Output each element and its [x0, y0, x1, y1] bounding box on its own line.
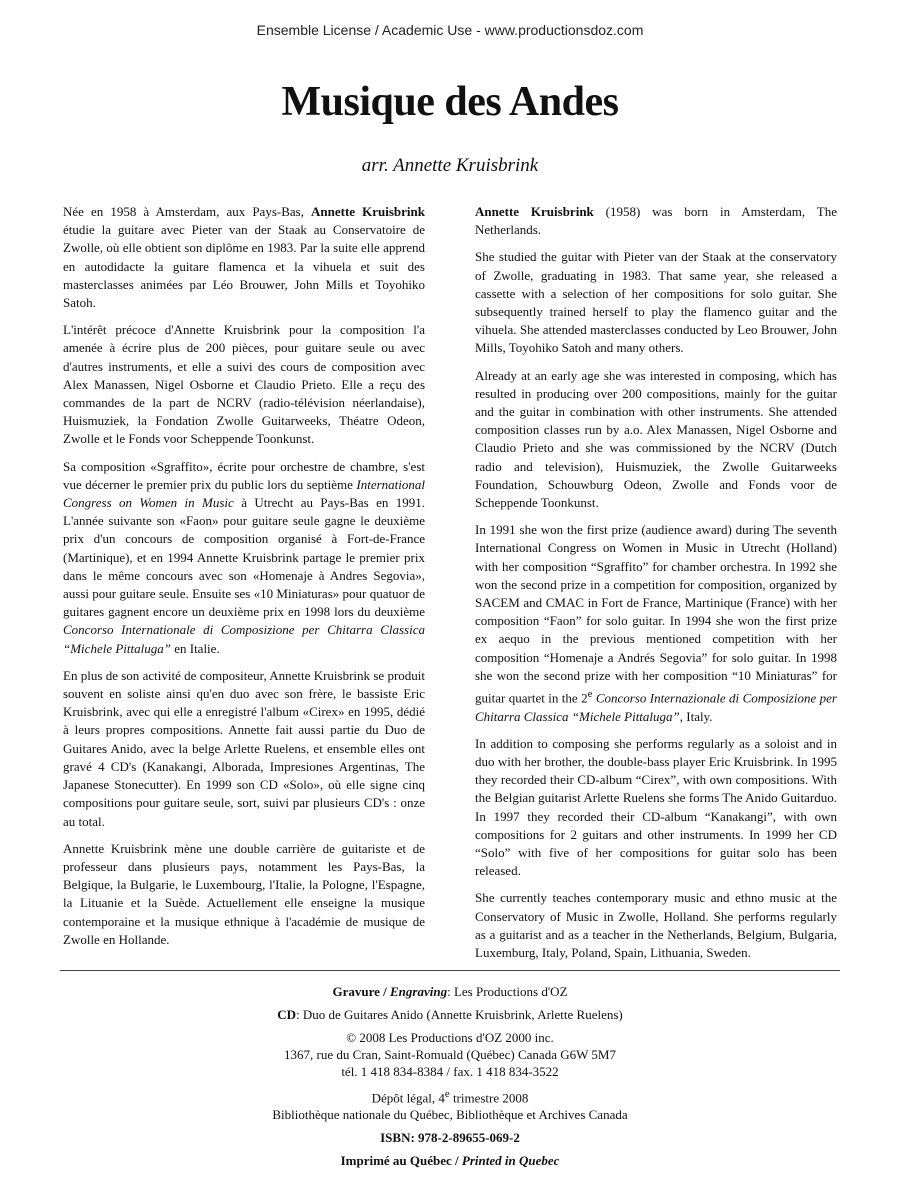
english-biography	[475, 203, 837, 971]
page-title: Musique des Andes	[281, 79, 619, 125]
cd-credit: CD: Duo de Guitares Anido (Annette Kruisbrink, Arlette Ruelens)	[277, 1007, 623, 1022]
french-paragraph-4: En plus de son activité de compositeur, Annette Kruisbrink se produit souvent en soliste ainsi qu'en duo avec son frère, le bassiste Eric Kruisbrink, avec qui elle a enregistré l'album «Cirex» en 1995, dédié à leurs propres compositions. Annette fait aussi partie du Duo de Guitares Anido, avec la belge Arlette Ruelens, et ensemble elles ont gravé 4 CD's (Kanakangi, Alborada, Impresiones Argentinas, The Japanese Stonecutter). En 1999 son CD «Solo», où elle signe cinq compositions pour guitare seule, sort, suivi par plusieurs CD's : onze au total.	[63, 667, 425, 829]
legal-deposit: Dépôt légal, 4e trimestre 2008 Bibliothèque nationale du Québec, Bibliothèque et Archives Canada	[0, 1086, 900, 1123]
colophon	[0, 983, 900, 1175]
french-paragraph-1: Née en 1958 à Amsterdam, aux Pays-Bas, Annette Kruisbrink étudie la guitare avec Pieter van der Staak au Conservatoire de Zwolle, où elle obtient son diplôme en 1983. Par la suite elle apprend en autodidacte la guitare flamenca et la vihuela et suit des masterclasses animées par Léo Brouwer, John Mills et Toyohiko Satoh.	[63, 204, 425, 311]
english-paragraph-3: Already at an early age she was interested in composing, which has resulted in producing over 200 compositions, mainly for the guitar and the guitar in combination with other instruments. She attended composition classes run by a.o. Alex Manassen, Nigel Osborne and Claudio Prieto and she was commissioned by the NCRV (Dutch radio and television), Huismuziek, the Zwolle Guitarweeks Foundation, Schouwburg Odeon, Zwolle and Fonds voor de Scheppende Toonkunst.	[475, 367, 837, 511]
printed-in: Imprimé au Québec / Printed in Quebec	[340, 1153, 560, 1169]
composer-name: Annette Kruisbrink	[475, 204, 594, 219]
arranger-credit: arr. Annette Kruisbrink	[361, 155, 539, 176]
library-line: Bibliothèque nationale du Québec, Bibliothèque et Archives Canada	[272, 1107, 628, 1123]
divider	[60, 970, 840, 971]
english-paragraph-2: She studied the guitar with Pieter van der Staak at the conservatory of Zwolle, graduating in 1983. That same year, she released a cassette with a selection of her compositions for solo guitar. She subsequently trained herself to play the flamenco guitar and the vihuela. She attended masterclasses conducted by Leo Brouwer, John Mills, Toyohiko Satoh and many others.	[475, 249, 837, 356]
french-biography	[63, 203, 425, 958]
french-paragraph-2: L'intérêt précoce d'Annette Kruisbrink pour la composition l'a amenée à écrire plus de 200 pièces, pour guitare seule ou avec d'autres instruments, et elle a suivi des cours de composition avec Alex Manassen, Nigel Osborne et Claudio Prieto. Elle a reçu des commandes de la part de NCRV (radio-télévision néerlandaise), Huismuziek, la Fondation Zwolle Guitarweeks, Théatre Odeon, Zwolle et le Fonds voor Scheppende Toonkunst.	[63, 322, 425, 447]
publisher-phone: tél. 1 418 834-8384 / fax. 1 418 834-3522	[341, 1064, 559, 1079]
isbn: ISBN: 978-2-89655-069-2	[380, 1130, 520, 1146]
publisher-block	[0, 1029, 900, 1080]
english-paragraph-5: In addition to composing she performs regularly as a soloist and in duo with her brother, the double-bass player Eric Kruisbrink. In 1995 they recorded their CD-album “Cirex”, with own compositions. With the Belgian guitarist Arlette Ruelens she forms The Anido Guitarduo. In 1997 they recorded their CD-album “Kanakangi”, with own compositions for 2 guitars and other instruments. In 1999 her CD “Solo” with five of her compositions for guitar solo has been released.	[475, 735, 837, 879]
engraving-credit: Gravure / Engraving: Les Productions d'OZ	[332, 984, 568, 999]
copyright: © 2008 Les Productions d'OZ 2000 inc.	[346, 1030, 554, 1045]
license-header: Ensemble License / Academic Use - www.productionsdoz.com	[256, 22, 644, 38]
english-paragraph-6: She currently teaches contemporary music and ethno music at the Conservatory of Music in Zwolle, Holland. She performs regularly as a guitarist and as a teacher in the Netherlands, Belgium, Bulgaria, Luxemburg, Italy, Poland, Spain, Lithuania, Sweden.	[475, 890, 837, 961]
french-paragraph-3: Sa composition «Sgraffito», écrite pour orchestre de chambre, s'est vue décerner le premier prix du public lors du septième International Congress on Women in Music à Utrecht au Pays-Bas en 1991. L'année suivante son «Faon» pour guitare seule gagne le deuxième prix d'un concours de composition organisé à Fort-de-France (Martinique), et en 1994 Annette Kruisbrink partage le premier prix dans le même concours avec son «Homenaje à Andres Segovia», aussi pour guitare seule. Ensuite ses «10 Miniaturas» pour quatuor de guitares gagnent encore un deuxième prix en 1998 lors du deuxième Concorso Internationale di Composizione per Chitarra Classica “Michele Pittaluga” en Italie.	[63, 458, 425, 656]
composer-name: Annette Kruisbrink	[311, 204, 425, 219]
english-paragraph-1: Annette Kruisbrink (1958) was born in Amsterdam, The Netherlands.	[475, 204, 837, 238]
english-paragraph-4: In 1991 she won the first prize (audience award) during The seventh International Congress on Women in Music in Utrecht (Holland) with her composition “Sgraffito” for chamber orchestra. In 1992 she won the second prize in a competition for composition, organized by SACEM and CMAC in Fort de France, Martinique (France) with her composition “Faon” for solo guitar. In 1994 she won the first prize ex aequo in the previous mentioned competition with her composition “Homenaje a Andrés Segovia” for solo guitar. In 1998 she won the second prize with her composition “10 Miniaturas” for guitar quartet in the 2e Concorso Internazionale di Composizione per Chitarra Classica “Michele Pittaluga”, Italy.	[475, 522, 837, 724]
publisher-address: 1367, rue du Cran, Saint-Romuald (Québec) Canada G6W 5M7	[284, 1047, 616, 1062]
french-paragraph-5: Annette Kruisbrink mène une double carrière de guitariste et de professeur dans plusieurs pays, notamment les Pays-Bas, la Belgique, la Bulgarie, le Luxembourg, l'Italie, la Pologne, l'Espagne, la Lituanie et la Suède. Actuellement elle enseigne la musique contemporaine et la musique ethnique à l'académie de musique de Zwolle en Hollande.	[63, 840, 425, 947]
